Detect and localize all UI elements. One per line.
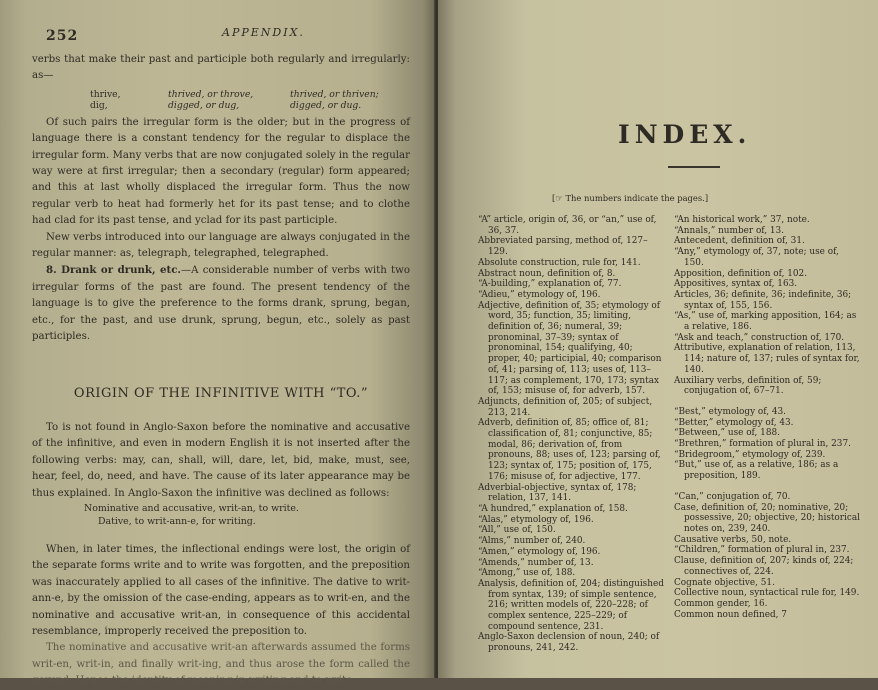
index-entry: “A hundred,” explanation of, 158. [478, 503, 628, 514]
index-entry: Adjuncts, definition of, 205; of subject, 213, 214. [478, 396, 653, 418]
index-entry: “Amends,” number of, 13. [478, 557, 594, 568]
verb-form-cell: thrive, [90, 88, 121, 100]
index-entry: Attributive, explanation of relation, 113, 114; nature of, 137; rules of syntax for, 140. [674, 343, 860, 375]
index-entry: “Bridegroom,” etymology of, 239. [674, 449, 826, 460]
letter-group-gap [674, 482, 860, 492]
left-page [0, 0, 436, 687]
index-entry: Adjective, definition of, 35; etymology of word, 35; function, 35; limiting, definition of, 36; numeral, 39; pronominal, 37–39; syntax of pronominal, 154; qualifying, 40; proper, 40; participial, 40; comparison of, 41; parsing of, 113; uses of, 113–117; as complement, 170, 173; syntax of, 153; misuse of, for adverb, 157. [478, 300, 662, 397]
index-entry: “All,” use of, 150. [478, 525, 556, 536]
index-entry: Abstract noun, definition of, 8. [478, 268, 616, 279]
index-entry: Adverb, definition of, 85; office of, 81; classification of, 81; conjunctive, 85; modal, 86; derivation of, from pronouns, 88; uses of, 123; parsing of, 123; syntax of, 175; position of, 175, 176; misuse of, for adjective, 177. [478, 418, 661, 482]
running-head: APPENDIX. [222, 26, 305, 39]
verb-form-cell: dig, [90, 99, 108, 111]
declension-line: Dative, to writ-ann-e, for writing. [98, 515, 256, 527]
index-entry: Analysis, definition of, 204; distinguished from syntax, 139; of simple sentence, 216; written models of, 220–228; of complex sentence, 225–229; of compound sentence, 231. [478, 578, 664, 632]
index-entry: Cognate objective, 51. [674, 577, 775, 588]
index-entry: Antecedent, definition of, 31. [674, 236, 805, 247]
drank-text: —A considerable number of verbs with two irregular forms of the past are found. The present tendency of the language is to give the preference to the forms drank, sprung, began, etc., for the past, and use drunk, sprung, begun, etc., solely as past participles. [32, 265, 410, 343]
index-entry: “An historical work,” 37, note. [674, 215, 810, 225]
index-entry: “Children,” formation of plural in, 237. [674, 545, 850, 556]
intro-text: verbs that make their past and participle both regularly and irregularly: as— [32, 54, 410, 82]
paragraph-origin: To is not found in Anglo-Saxon before the nominative and accusative of the infinitive, and even in modern English it is not inserted after the following verbs: may, can, shall, will, dare, let, bid, make, must, see, hear, feel, do, need, and have. The cause of its later appearance may be thus explained. In Anglo-Saxon the infinitive was declined as follows: [32, 421, 410, 499]
index-entry: “Better,” etymology of, 43. [674, 417, 794, 428]
paragraph-gerund: The nominative and accusative writ-an afterwards assumed the forms writ-en, writ-in, and finally writ-ing, and thus arose the form called the gerund. Hence the identity of meaning in writing and to write. [32, 642, 410, 687]
index-entry: “As,” use of, marking apposition, 164; as a relative, 186. [674, 311, 857, 333]
verb-form-cell: thrived, or throve, [168, 88, 254, 100]
title-rule [668, 166, 720, 168]
index-entry: “Annals,” number of, 13. [674, 225, 785, 236]
section-title: ORIGIN OF THE INFINITIVE WITH “TO.” [73, 385, 369, 401]
verb-form-cell: thrived, or thriven; [290, 88, 379, 100]
index-column-1 [478, 215, 664, 654]
index-entry: “Amen,” etymology of, 196. [478, 546, 601, 557]
letter-group-gap [674, 397, 860, 407]
index-entry: Case, definition of, 20; nominative, 20; possessive, 20; objective, 20; historical notes on, 239, 240. [674, 502, 860, 534]
index-entry: “Brethren,” formation of plural in, 237. [674, 439, 851, 450]
index-column-2 [674, 215, 860, 677]
index-entry: Appositives, syntax of, 163. [674, 279, 798, 290]
index-note: [☞ The numbers indicate the pages.] [552, 193, 709, 203]
index-entry: “Any,” etymology of, 37, note; use of, 150. [674, 247, 839, 268]
index-entry: Apposition, definition of, 102. [674, 268, 808, 279]
index-entry: Abbreviated parsing, method of, 127–129. [478, 236, 648, 258]
index-entry: Common gender, 16. [674, 598, 768, 609]
index-entry: Causative verbs, 50, note. [674, 534, 792, 545]
index-entry: “Alms,” number of, 240. [478, 536, 586, 547]
verb-forms-table [90, 89, 410, 111]
paragraph-when: When, in later times, the inflectional endings were lost, the origin of the separate forms write and to write was forgotten, and the preposition was inaccurately applied to all cases of the infinitive. The dative to writ-ann-e, by the omission of the case-ending, appears as to writ-en, and the nominative and accusative writ-an, in consequence of this accidental resemblance, improperly received the preposition to. [32, 543, 410, 637]
drank-label: 8. Drank or drunk, etc. [46, 264, 181, 277]
index-entry: Common noun defined, 7 [674, 609, 787, 620]
index-entry: “Can,” conjugation of, 70. [674, 491, 791, 502]
index-entry: Anglo-Saxon declension of noun, 240; of pronouns, 241, 242. [478, 632, 660, 654]
index-title: INDEX. [618, 120, 752, 149]
index-entry: Articles, 36; definite, 36; indefinite, 36; syntax of, 155, 156. [674, 289, 852, 311]
index-entry: Adverbial-objective, syntax of, 178; relation, 137, 141. [478, 482, 637, 504]
index-entry: “Among,” use of, 188. [478, 568, 576, 579]
paragraph-drank [32, 262, 410, 345]
index-entry: “Ask and teach,” construction of, 170. [674, 332, 845, 343]
index-entry: “But,” use of, as a relative, 186; as a preposition, 189. [674, 460, 839, 482]
index-entry: Absolute construction, rule for, 141. [478, 257, 641, 268]
verb-form-cell: digged, or dug, [168, 99, 240, 111]
index-entry: Clause, definition of, 207; kinds of, 224; connectives of, 224. [674, 556, 854, 577]
index-entry: “A-building,” explanation of, 77. [478, 279, 622, 290]
page-number: 252 [46, 28, 79, 44]
index-entry: Auxiliary verbs, definition of, 59; conjugation of, 67–71. [674, 375, 822, 397]
paragraph-pairs: Of such pairs the irregular form is the older; but in the progress of language there is a constant tendency for the regular to displace the irregular form. Many verbs that are now conjugated solely in the regular way were at first irregular; then a secondary (regular) form appeared; and this at last wholly displaced the irregular form. Thus the now regular verb to heat had formerly het for its past tense; and to clothe had clad for its past tense, and yclad for its past participle. [32, 116, 410, 227]
verb-form-cell: digged, or dug. [290, 99, 362, 111]
index-entry: “A” article, origin of, 36, or “an,” use of, 36, 37. [478, 215, 657, 236]
index-entry: “Alas,” etymology of, 196. [478, 514, 594, 525]
index-entry: “Between,” use of, 188. [674, 428, 780, 439]
index-entry: “Adieu,” etymology of, 196. [478, 289, 601, 300]
declension-line: Nominative and accusative, writ-an, to write. [84, 502, 299, 514]
paragraph-new-verbs: New verbs introduced into our language are always conjugated in the regular manner: as, telegraph, telegraphed, telegraphed. [32, 231, 410, 260]
index-entry: “Best,” etymology of, 43. [674, 406, 786, 417]
left-page-body [32, 52, 410, 690]
right-page [438, 0, 878, 678]
index-entry: Collective noun, syntactical rule for, 149. [674, 588, 860, 599]
